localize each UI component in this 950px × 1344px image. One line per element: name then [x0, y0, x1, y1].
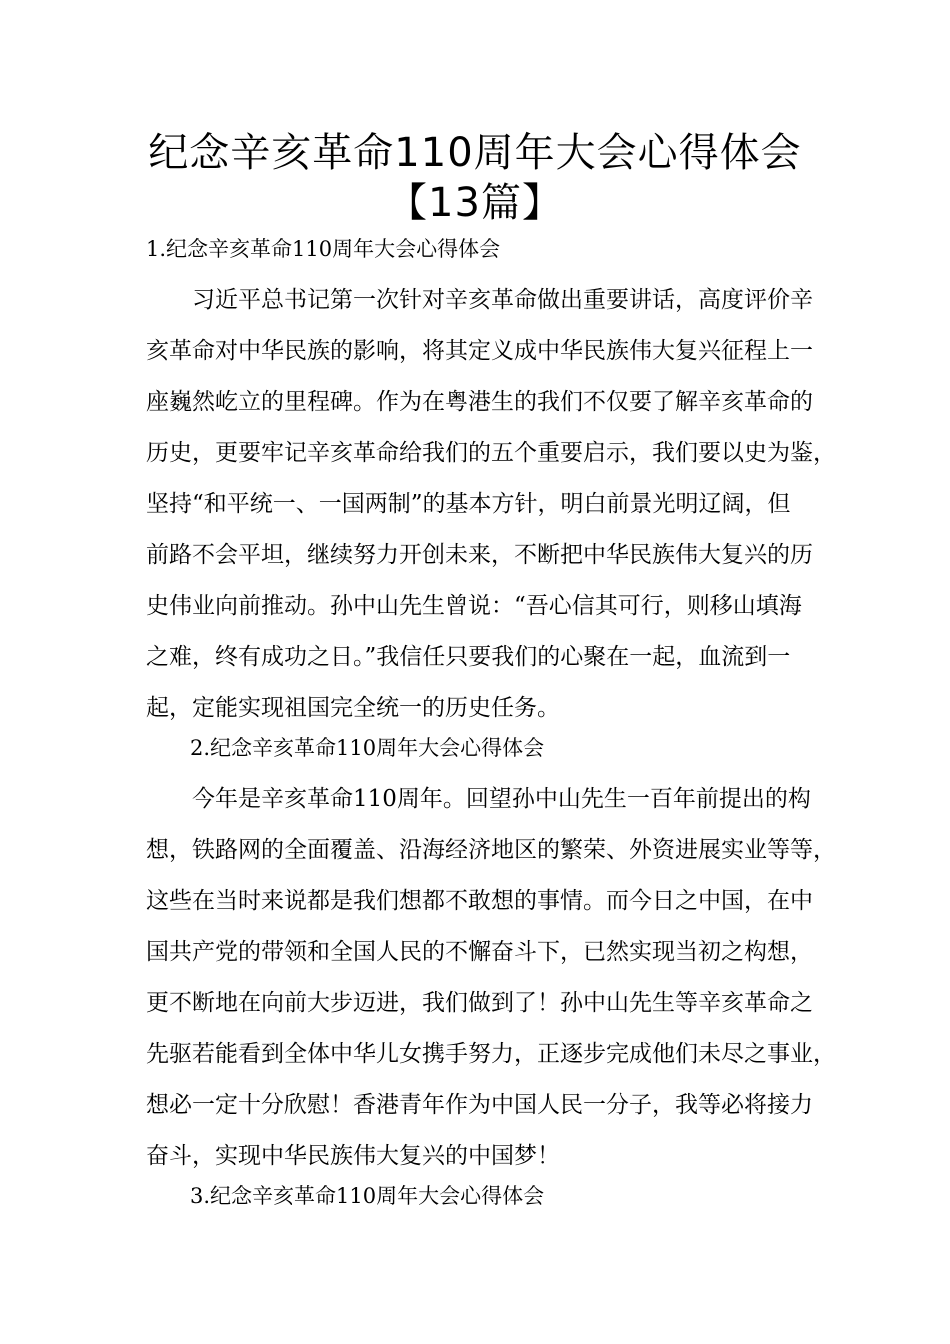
- paragraph-line: 前路不会平坦，继续努力开创未来，不断把中华民族伟大复兴的历: [146, 542, 813, 568]
- paragraph-line: 史伟业向前推动。孙中山先生曾说：“吾心信其可行，则移山填海: [146, 593, 802, 619]
- section-heading-3: 3.纪念辛亥革命110周年大会心得体会: [190, 1184, 545, 1208]
- paragraph-line: 之难，终有成功之日。”我信任只要我们的心聚在一起，血流到一: [146, 644, 791, 670]
- paragraph-line: 奋斗，实现中华民族伟大复兴的中国梦！: [146, 1143, 560, 1169]
- section-heading-2: 2.纪念辛亥革命110周年大会心得体会: [190, 736, 545, 760]
- section-heading-1: 1.纪念辛亥革命110周年大会心得体会: [146, 237, 501, 261]
- paragraph-line: 更不断地在向前大步迈进，我们做到了！孙中山先生等辛亥革命之: [146, 990, 813, 1016]
- document-title-line-2: 【13篇】: [387, 180, 563, 226]
- paragraph-line: 历史，更要牢记辛亥革命给我们的五个重要启示，我们要以史为鉴，: [146, 440, 836, 466]
- paragraph-line: 想，铁路网的全面覆盖、沿海经济地区的繁荣、外资进展实业等等，: [146, 837, 836, 863]
- paragraph-line: 坚持“和平统一、一国两制”的基本方针，明白前景光明辽阔，但: [146, 491, 791, 517]
- paragraph-line: 这些在当时来说都是我们想都不敢想的事情。而今日之中国，在中: [146, 888, 813, 914]
- paragraph-line: 亥革命对中华民族的影响，将其定义成中华民族伟大复兴征程上一: [146, 338, 813, 364]
- paragraph-line: 座巍然屹立的里程碑。作为在粤港生的我们不仅要了解辛亥革命的: [146, 389, 813, 415]
- document-title-line-1: 纪念辛亥革命110周年大会心得体会: [148, 130, 802, 176]
- paragraph-line: 习近平总书记第一次针对辛亥革命做出重要讲话，高度评价辛: [192, 287, 813, 313]
- paragraph-line: 先驱若能看到全体中华儿女携手努力，正逐步完成他们未尽之事业，: [146, 1041, 836, 1067]
- paragraph-line: 国共产党的带领和全国人民的不懈奋斗下，已然实现当初之构想，: [146, 939, 813, 965]
- paragraph-line: 起，定能实现祖国完全统一的历史任务。: [146, 695, 560, 721]
- paragraph-line: 今年是辛亥革命110周年。回望孙中山先生一百年前提出的构: [192, 786, 811, 812]
- paragraph-line: 想必一定十分欣慰！香港青年作为中国人民一分子，我等必将接力: [146, 1092, 813, 1118]
- section-paragraph-1: [146, 275, 836, 734]
- section-paragraph-2: [146, 774, 836, 1182]
